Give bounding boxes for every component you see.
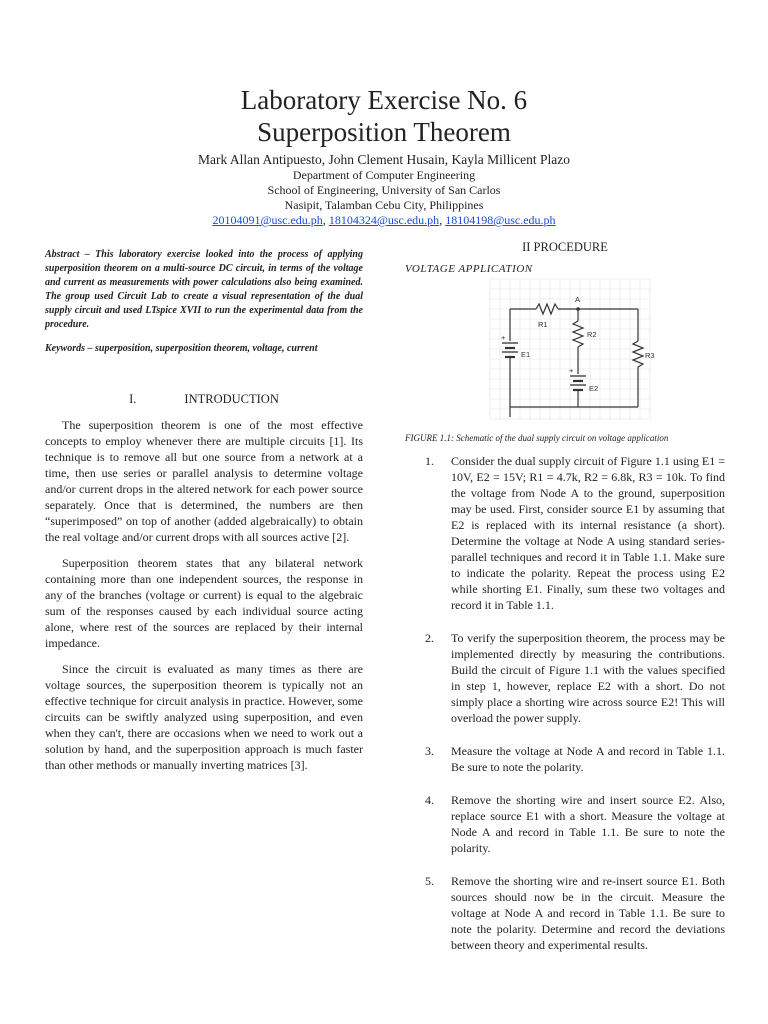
step-number: 1.	[425, 454, 434, 468]
e1-label: E1	[521, 350, 531, 359]
list-item	[405, 453, 725, 613]
node-a-label: A	[575, 295, 581, 304]
paper-title-line1: Laboratory Exercise No. 6	[240, 85, 528, 115]
e2-label: E2	[589, 384, 599, 393]
procedure-steps	[405, 453, 725, 953]
email-list	[0, 213, 768, 228]
step-number: 2.	[425, 631, 434, 645]
intro-paragraph-1: The superposition theorem is one of the most effective concepts to employ whenever there are multiple circuits [1]. Its technique is to remove all but one source from a network at a time, then use series or parallel analysis to determine voltage and/or current drops in the altered network for each power source separately. Once that is determined, the numbers are then “superimposed” on top of another (added algebraically) to obtain the real voltage and/or current drops with all sources active [2].	[45, 418, 363, 544]
affiliation-department: Department of Computer Engineering	[292, 168, 476, 182]
email-separator: ,	[439, 213, 446, 227]
step-text: Measure the voltage at Node A and record in Table 1.1. Be sure to note the polarity.	[451, 744, 725, 774]
step-number: 3.	[425, 744, 434, 758]
keywords: Keywords – superposition, superposition theorem, voltage, current	[45, 343, 318, 354]
affiliation-address: Nasipit, Talamban Cebu City, Philippines	[284, 198, 484, 212]
e1-plus-label: +	[501, 333, 506, 342]
circuit-schematic	[490, 279, 655, 419]
step-text: Consider the dual supply circuit of Figure 1.1 using E1 = 10V, E2 = 15V; R1 = 4.7k, R2 = 6.8k, R3 = 10k. To find the voltage from Node A to the ground, superposition may be used. First, consider source E1 by assuming that E2 is replaced with its internal resistance (a short). Determine the voltage at Node A using standard series-parallel techniques and record it in Table 1.1. Make sure to indicate the polarity. Repeat the process using E2 while shorting E1. Finally, sum these two voltages and record it in Table 1.1.	[451, 454, 725, 612]
figure-caption: FIGURE 1.1: Schematic of the dual supply circuit on voltage application	[405, 433, 669, 443]
author-list: Mark Allan Antipuesto, John Clement Husain, Kayla Millicent Plazo	[198, 152, 570, 167]
procedure-subheading: VOLTAGE APPLICATION	[405, 263, 533, 275]
list-item	[405, 743, 725, 775]
e2-plus-label: +	[569, 366, 574, 375]
paper-header	[0, 84, 768, 228]
right-column	[405, 240, 725, 970]
section-title: INTRODUCTION	[184, 392, 279, 406]
intro-paragraph-3: Since the circuit is evaluated as many times as there are voltage sources, the superposition theorem is typically not an effective technique for circuit analysis in practice. However, some circuits can be swiftly analyzed using superposition, and even when they can't, there are occasions when we need to work out a solution by hand, and the superposition approach is much faster than other methods or manually inverting matrices [3].	[45, 662, 363, 772]
list-item	[405, 630, 725, 726]
circuit-figure	[490, 279, 655, 419]
intro-paragraph-2: Superposition theorem states that any bilateral network containing more than one independent sources, the response in any of the branches (voltage or current) is equal to the algebraic sum of the responses caused by each individual source acting alone, where rest of the sources are replaced by their internal impedance.	[45, 556, 363, 650]
email-link-2[interactable]: 18104324@usc.edu.ph	[328, 213, 440, 227]
r3-label: R3	[645, 351, 655, 360]
email-link-1[interactable]: 20104091@usc.edu.ph	[212, 213, 323, 227]
step-text: To verify the superposition theorem, the process may be implemented directly by measuring the contributions. Build the circuit of Figure 1.1 with the values specified in step 1, however, replace E2 with a short. Do not simply place a shorting wire across source E2! This will overload the power supply.	[451, 631, 725, 725]
introduction-heading	[45, 392, 363, 407]
step-number: 4.	[425, 793, 434, 807]
list-item	[405, 873, 725, 953]
node-a-dot	[576, 307, 580, 311]
r1-label: R1	[538, 320, 548, 329]
paper-title-line2: Superposition Theorem	[257, 117, 511, 147]
section-number: I.	[129, 392, 137, 406]
list-item	[405, 792, 725, 856]
affiliation-school: School of Engineering, University of San Carlos	[267, 183, 501, 197]
procedure-heading: II PROCEDURE	[522, 240, 608, 254]
r2-label: R2	[587, 330, 597, 339]
step-number: 5.	[425, 874, 434, 888]
left-column	[45, 248, 363, 783]
abstract: Abstract – This laboratory exercise looked into the process of applying superposition theorem on a multi-source DC circuit, in terms of the voltage and current as measurements with power calculations also being examined. The group used Circuit Lab to create a visual representation of the dual supply circuit and used LTspice XVII to run the experimental data from the procedure.	[45, 249, 363, 330]
email-separator: ,	[322, 213, 329, 227]
email-link-3[interactable]: 18104198@usc.edu.ph	[445, 213, 556, 227]
battery-e2	[570, 376, 586, 390]
step-text: Remove the shorting wire and insert source E2. Also, replace source E1 with a short. Measure the voltage at Node A and record in Table 1.1. Be sure to note the polarity.	[451, 793, 725, 855]
step-text: Remove the shorting wire and re-insert source E1. Both sources should now be in the circuit. Measure the voltage at Node A and record in Table 1.1. Be sure to note the polarity. Determine and record the deviations between theory and experimental results.	[451, 874, 725, 952]
